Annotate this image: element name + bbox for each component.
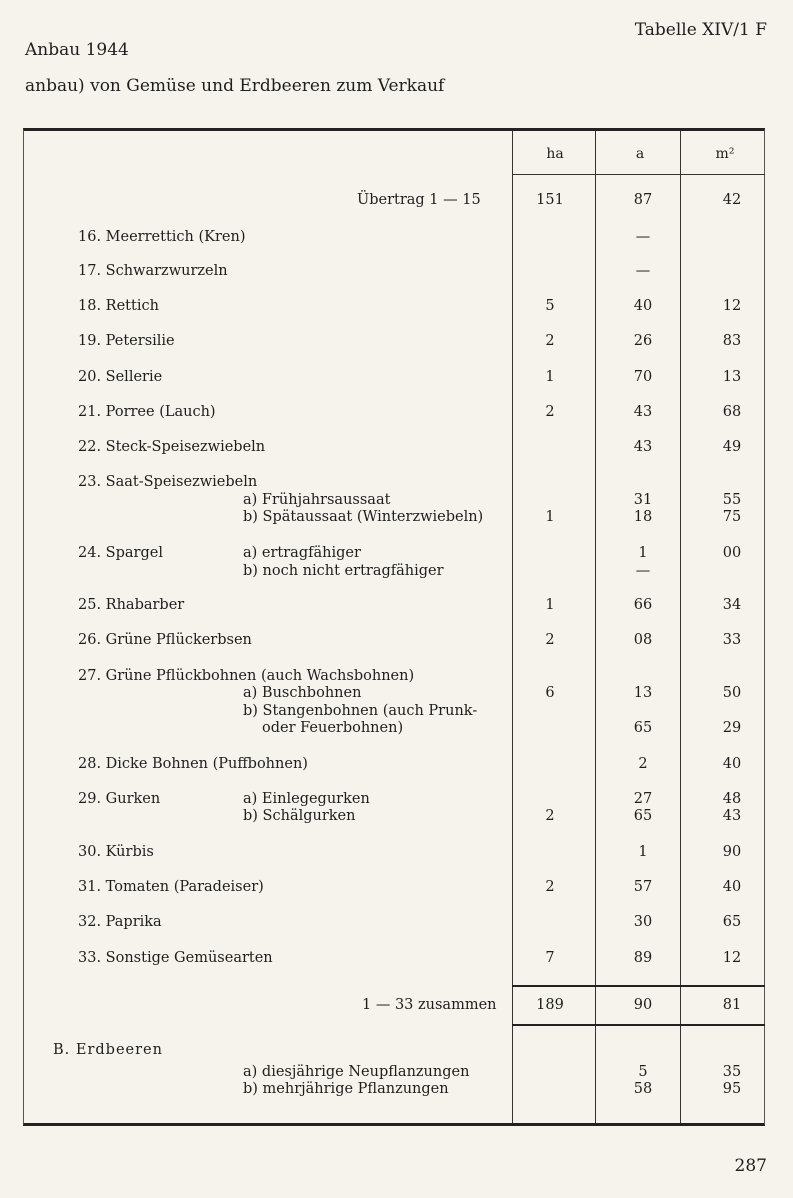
sub-row-label: b) Stangenbohnen (auch Prunk- <box>243 703 478 719</box>
row-label: 30. Kürbis <box>78 844 154 860</box>
table-subtitle: anbau) von Gemüse und Erdbeeren zum Verkauf <box>25 76 445 96</box>
cell-m2: 55 <box>722 492 742 508</box>
cell-ha: 1 <box>545 597 555 613</box>
header-rule <box>512 174 765 175</box>
cell-a: 58 <box>633 1081 653 1097</box>
cell-a: 27 <box>633 791 653 807</box>
cell-m2: 65 <box>722 914 742 930</box>
row-label: 17. Schwarzwurzeln <box>78 263 228 279</box>
cell-a: 43 <box>633 404 653 420</box>
section-heading: B. Erdbeeren <box>53 1042 163 1058</box>
cell-m2: 68 <box>722 404 742 420</box>
cell-m2: 29 <box>722 720 742 736</box>
cell-a: 87 <box>633 192 653 208</box>
cell-m2: 00 <box>722 545 742 561</box>
sub-row-label: a) ertragfähiger <box>243 545 361 561</box>
cell-ha: 7 <box>545 950 555 966</box>
column-header-ha: ha <box>546 146 564 162</box>
cell-m2: 48 <box>722 791 742 807</box>
cell-a: 57 <box>633 879 653 895</box>
cell-m2: 40 <box>722 879 742 895</box>
total-label: 1 — 33 zusammen <box>362 997 497 1013</box>
cell-a: 70 <box>633 369 653 385</box>
table-number: Tabelle XIV/1 F <box>634 20 767 40</box>
cell-m2: 42 <box>722 192 742 208</box>
subtotal-rule-top <box>512 985 765 987</box>
cell-ha: 2 <box>545 333 555 349</box>
column-divider-label <box>512 131 513 1123</box>
row-label: 25. Rhabarber <box>78 597 185 613</box>
column-divider-a <box>680 131 681 1123</box>
cell-a: 5 <box>638 1064 648 1080</box>
cell-m2: 13 <box>722 369 742 385</box>
cell-a: — <box>635 563 651 579</box>
cell-m2: 75 <box>722 509 742 525</box>
cell-ha: 2 <box>545 632 555 648</box>
cell-a: 08 <box>633 632 653 648</box>
row-label: 16. Meerrettich (Kren) <box>78 229 246 245</box>
cell-m2: 40 <box>722 756 742 772</box>
sub-row-label: a) Einlegegurken <box>243 791 370 807</box>
cell-m2: 95 <box>722 1081 742 1097</box>
column-divider-ha <box>595 131 596 1123</box>
sub-row-label: b) Spätaussaat (Winterzwiebeln) <box>243 509 484 525</box>
cell-m2: 34 <box>722 597 742 613</box>
cell-m2: 35 <box>722 1064 742 1080</box>
row-label: 33. Sonstige Gemüsearten <box>78 950 273 966</box>
cell-m2: 50 <box>722 685 742 701</box>
row-label: 26. Grüne Pflückerbsen <box>78 632 252 648</box>
cell-ha: 2 <box>545 808 555 824</box>
row-label: 32. Paprika <box>78 914 162 930</box>
sub-row-label: b) mehrjährige Pflanzungen <box>243 1081 449 1097</box>
carry-over-label: Übertrag 1 — 15 <box>357 192 481 208</box>
page-number: 287 <box>734 1156 767 1176</box>
sub-row-label: a) diesjährige Neupflanzungen <box>243 1064 470 1080</box>
cell-a: 65 <box>633 808 653 824</box>
row-label: 22. Steck-Speisezwiebeln <box>78 439 266 455</box>
sub-row-label: b) noch nicht ertragfähiger <box>243 563 444 579</box>
cell-a: — <box>635 229 651 245</box>
row-label: 21. Porree (Lauch) <box>78 404 216 420</box>
sub-row-label: a) Frühjahrsaussaat <box>243 492 391 508</box>
cell-ha: 1 <box>545 509 555 525</box>
row-label: 28. Dicke Bohnen (Puffbohnen) <box>78 756 308 772</box>
cell-m2: 83 <box>722 333 742 349</box>
cell-a: 1 <box>638 545 648 561</box>
cell-a: 26 <box>633 333 653 349</box>
cell-ha: 151 <box>536 192 564 208</box>
row-label: 31. Tomaten (Paradeiser) <box>78 879 264 895</box>
cell-m2: 43 <box>722 808 742 824</box>
cell-ha: 2 <box>545 404 555 420</box>
cell-ha: 5 <box>545 298 555 314</box>
cell-ha: 2 <box>545 879 555 895</box>
section-year-heading: Anbau 1944 <box>25 40 129 60</box>
cell-ha: 189 <box>536 997 564 1013</box>
cell-ha: 6 <box>545 685 555 701</box>
cell-a: 89 <box>633 950 653 966</box>
cell-m2: 12 <box>722 950 742 966</box>
cell-a: 18 <box>633 509 653 525</box>
cell-a: 31 <box>633 492 653 508</box>
cell-ha: 1 <box>545 369 555 385</box>
subtotal-rule-bottom <box>512 1024 765 1026</box>
row-label: 19. Petersilie <box>78 333 175 349</box>
cell-a: 40 <box>633 298 653 314</box>
cell-m2: 49 <box>722 439 742 455</box>
cell-a: 13 <box>633 685 653 701</box>
cell-a: 30 <box>633 914 653 930</box>
cell-a: — <box>635 263 651 279</box>
column-header-a: a <box>635 146 645 162</box>
cell-m2: 33 <box>722 632 742 648</box>
cell-a: 2 <box>638 756 648 772</box>
row-label: 20. Sellerie <box>78 369 163 385</box>
cell-a: 65 <box>633 720 653 736</box>
row-label: 24. Spargel <box>78 545 163 561</box>
row-label: 18. Rettich <box>78 298 159 314</box>
row-label: 23. Saat-Speisezwiebeln <box>78 474 258 490</box>
cell-a: 90 <box>633 997 653 1013</box>
column-header-m2: m² <box>715 146 735 162</box>
row-label: 29. Gurken <box>78 791 161 807</box>
sub-row-label-continued: oder Feuerbohnen) <box>262 720 404 736</box>
cell-a: 66 <box>633 597 653 613</box>
sub-row-label: a) Buschbohnen <box>243 685 362 701</box>
cell-a: 1 <box>638 844 648 860</box>
cell-a: 43 <box>633 439 653 455</box>
cell-m2: 12 <box>722 298 742 314</box>
row-label: 27. Grüne Pflückbohnen (auch Wachsbohnen) <box>78 668 415 684</box>
cell-m2: 90 <box>722 844 742 860</box>
cell-m2: 81 <box>722 997 742 1013</box>
sub-row-label: b) Schälgurken <box>243 808 356 824</box>
